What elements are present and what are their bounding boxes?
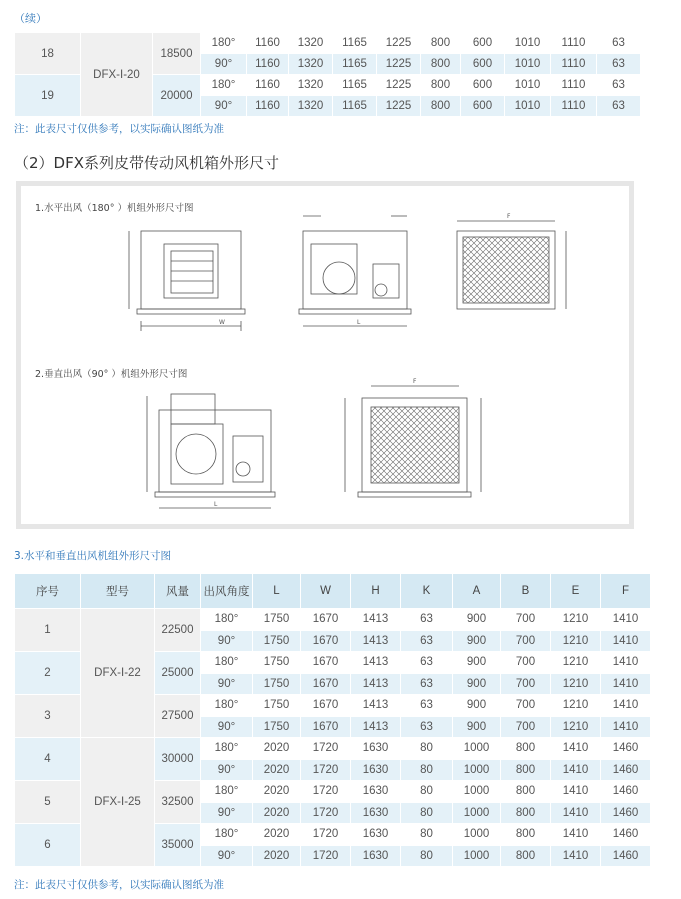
cell: 1225 (377, 33, 421, 54)
cell: 1750 (253, 652, 301, 674)
cell: 1320 (289, 96, 333, 117)
cell: 63 (401, 609, 453, 631)
drawing-horizontal-front (129, 231, 245, 331)
svg-text:L: L (357, 319, 361, 326)
header-cell: E (551, 574, 601, 609)
header-cell: B (501, 574, 551, 609)
cell: 1225 (377, 75, 421, 96)
cell: 1413 (351, 609, 401, 631)
cell: 1010 (505, 75, 551, 96)
cell: 700 (501, 716, 551, 738)
cell: 1410 (551, 824, 601, 846)
cell: 1000 (453, 759, 501, 781)
cell: 700 (501, 609, 551, 631)
header-cell: L (253, 574, 301, 609)
bottom-note: 注：此表尺寸仅供参考，以实际确认图纸为准 (14, 879, 224, 891)
cell: 1720 (301, 824, 351, 846)
cell: 600 (461, 54, 505, 75)
header-cell: F (601, 574, 651, 609)
cell: 1413 (351, 695, 401, 717)
row-no: 1 (15, 609, 81, 652)
cell: 1210 (551, 630, 601, 652)
cell: 900 (453, 652, 501, 674)
cell: 1410 (601, 695, 651, 717)
cell: 1460 (601, 781, 651, 803)
header-cell: 序号 (15, 574, 81, 609)
caption-horizontal: 1.水平出风（180° ）机组外形尺寸图 (35, 203, 194, 214)
angle-cell: 180° (201, 738, 253, 760)
cell: 1720 (301, 802, 351, 824)
cell: 1750 (253, 716, 301, 738)
section-title: （2）DFX系列皮带传动风机箱外形尺寸 (14, 154, 279, 172)
cell: 1160 (247, 96, 289, 117)
cell: 80 (401, 845, 453, 867)
angle-cell: 180° (201, 695, 253, 717)
cell: 1160 (247, 75, 289, 96)
cell: 1320 (289, 33, 333, 54)
subtitle-3: 3.水平和垂直出风机组外形尺寸图 (14, 550, 172, 562)
cell: 800 (421, 96, 461, 117)
cell: 1000 (453, 781, 501, 803)
cell: 1010 (505, 54, 551, 75)
cell: 1410 (551, 781, 601, 803)
angle-cell: 180° (201, 75, 247, 96)
flow-cell: 25000 (155, 652, 201, 695)
cell: 63 (597, 75, 641, 96)
header-cell: H (351, 574, 401, 609)
cell: 63 (401, 716, 453, 738)
cell: 1630 (351, 802, 401, 824)
header-cell: 出风角度 (201, 574, 253, 609)
cell: 1000 (453, 845, 501, 867)
table-row (15, 738, 651, 760)
row-no: 2 (15, 652, 81, 695)
cell: 600 (461, 75, 505, 96)
cell: 800 (501, 824, 551, 846)
cell: 700 (501, 652, 551, 674)
cell: 1630 (351, 824, 401, 846)
cell: 2020 (253, 781, 301, 803)
cell: 80 (401, 738, 453, 760)
cell: 1720 (301, 845, 351, 867)
cell: 800 (501, 845, 551, 867)
cell: 80 (401, 824, 453, 846)
header-cell: 型号 (81, 574, 155, 609)
cell: 800 (501, 759, 551, 781)
drawing-horizontal-side (299, 216, 411, 326)
cell: 1110 (551, 33, 597, 54)
cell: 1010 (505, 33, 551, 54)
cell: 1460 (601, 759, 651, 781)
cell: 800 (421, 75, 461, 96)
cell: 1210 (551, 695, 601, 717)
row-no: 6 (15, 824, 81, 867)
cell: 2020 (253, 824, 301, 846)
angle-cell: 180° (201, 781, 253, 803)
cell: 600 (461, 96, 505, 117)
cell: 1110 (551, 96, 597, 117)
top-note: 注：此表尺寸仅供参考，以实际确认图纸为准 (14, 123, 224, 135)
header-cell: W (301, 574, 351, 609)
cell: 700 (501, 695, 551, 717)
svg-text:L: L (214, 501, 218, 508)
header-cell: 风量 (155, 574, 201, 609)
cell: 600 (461, 33, 505, 54)
cell: 63 (597, 54, 641, 75)
cell: 1720 (301, 781, 351, 803)
cell: 1630 (351, 738, 401, 760)
cell: 1010 (505, 96, 551, 117)
cell: 1630 (351, 759, 401, 781)
row-no: 5 (15, 781, 81, 824)
cell: 2020 (253, 738, 301, 760)
cell: 63 (597, 33, 641, 54)
svg-text:F: F (413, 378, 417, 385)
cell: 800 (501, 802, 551, 824)
angle-cell: 90° (201, 96, 247, 117)
cell: 800 (501, 781, 551, 803)
top-spec-table (14, 32, 641, 117)
bottom-spec-table (14, 573, 651, 867)
cell: 1720 (301, 738, 351, 760)
cell: 1410 (601, 630, 651, 652)
cell: 1410 (601, 609, 651, 631)
angle-cell: 90° (201, 673, 253, 695)
cell: 80 (401, 781, 453, 803)
cell: 900 (453, 673, 501, 695)
flow-cell: 27500 (155, 695, 201, 738)
cell: 1460 (601, 824, 651, 846)
cell: 2020 (253, 845, 301, 867)
cell: 800 (421, 33, 461, 54)
angle-cell: 180° (201, 609, 253, 631)
cell: 1210 (551, 609, 601, 631)
cell: 2020 (253, 759, 301, 781)
cell: 1210 (551, 673, 601, 695)
cell: 1750 (253, 695, 301, 717)
cell: 1210 (551, 716, 601, 738)
angle-cell: 90° (201, 716, 253, 738)
cell: 1670 (301, 673, 351, 695)
cell: 1410 (551, 802, 601, 824)
model-cell: DFX-I-22 (81, 609, 155, 738)
cell: 1750 (253, 609, 301, 631)
cell: 700 (501, 630, 551, 652)
cell: 1670 (301, 716, 351, 738)
cell: 1160 (247, 54, 289, 75)
svg-text:W: W (219, 319, 225, 326)
cell: 1320 (289, 75, 333, 96)
cell: 800 (421, 54, 461, 75)
cell: 1670 (301, 652, 351, 674)
cell: 1165 (333, 96, 377, 117)
table-row (15, 609, 651, 631)
cell: 1165 (333, 54, 377, 75)
flow-cell: 35000 (155, 824, 201, 867)
drawing-vertical-front (147, 394, 275, 508)
cell: 1110 (551, 75, 597, 96)
cell: 1670 (301, 609, 351, 631)
row-no: 3 (15, 695, 81, 738)
cell: 1160 (247, 33, 289, 54)
cell: 1630 (351, 845, 401, 867)
cell: 80 (401, 802, 453, 824)
angle-cell: 90° (201, 54, 247, 75)
cell: 2020 (253, 802, 301, 824)
flow-cell: 30000 (155, 738, 201, 781)
continued-label: （续） (14, 12, 47, 25)
cell: 1320 (289, 54, 333, 75)
cell: 1000 (453, 824, 501, 846)
angle-cell: 90° (201, 759, 253, 781)
cell: 1413 (351, 652, 401, 674)
cell: 1225 (377, 96, 421, 117)
cell: 63 (401, 673, 453, 695)
cell: 1750 (253, 630, 301, 652)
cell: 900 (453, 716, 501, 738)
flow-cell: 22500 (155, 609, 201, 652)
angle-cell: 180° (201, 824, 253, 846)
angle-cell: 90° (201, 630, 253, 652)
angle-cell: 180° (201, 652, 253, 674)
cell: 1110 (551, 54, 597, 75)
dimension-drawings (21, 186, 629, 524)
cell: 1413 (351, 716, 401, 738)
cell: 1410 (601, 673, 651, 695)
cell: 900 (453, 695, 501, 717)
cell: 63 (401, 630, 453, 652)
model-cell: DFX-I-20 (81, 33, 153, 117)
header-cell: K (401, 574, 453, 609)
cell: 1410 (551, 738, 601, 760)
cell: 1000 (453, 802, 501, 824)
cell: 1225 (377, 54, 421, 75)
caption-vertical: 2.垂直出风（90° ）机组外形尺寸图 (35, 369, 188, 380)
cell: 800 (501, 738, 551, 760)
cell: 63 (597, 96, 641, 117)
cell: 1630 (351, 781, 401, 803)
cell: 900 (453, 609, 501, 631)
cell: 80 (401, 759, 453, 781)
cell: 63 (401, 695, 453, 717)
cell: 1750 (253, 673, 301, 695)
header-cell: A (453, 574, 501, 609)
row-no: 19 (15, 75, 81, 117)
cell: 1460 (601, 802, 651, 824)
cell: 1410 (601, 716, 651, 738)
row-no: 4 (15, 738, 81, 781)
flow-cell: 18500 (153, 33, 201, 75)
svg-text:F: F (507, 213, 511, 220)
cell: 1165 (333, 75, 377, 96)
cell: 1413 (351, 673, 401, 695)
cell: 700 (501, 673, 551, 695)
angle-cell: 180° (201, 33, 247, 54)
model-cell: DFX-I-25 (81, 738, 155, 867)
cell: 900 (453, 630, 501, 652)
cell: 63 (401, 652, 453, 674)
flow-cell: 20000 (153, 75, 201, 117)
cell: 1410 (601, 652, 651, 674)
drawing-frame (16, 181, 634, 529)
cell: 1670 (301, 695, 351, 717)
cell: 1460 (601, 845, 651, 867)
row-no: 18 (15, 33, 81, 75)
cell: 1410 (551, 845, 601, 867)
cell: 1165 (333, 33, 377, 54)
cell: 1410 (551, 759, 601, 781)
cell: 1210 (551, 652, 601, 674)
flow-cell: 32500 (155, 781, 201, 824)
cell: 1720 (301, 759, 351, 781)
angle-cell: 90° (201, 802, 253, 824)
cell: 1670 (301, 630, 351, 652)
cell: 1413 (351, 630, 401, 652)
cell: 1460 (601, 738, 651, 760)
cell: 1000 (453, 738, 501, 760)
angle-cell: 90° (201, 845, 253, 867)
